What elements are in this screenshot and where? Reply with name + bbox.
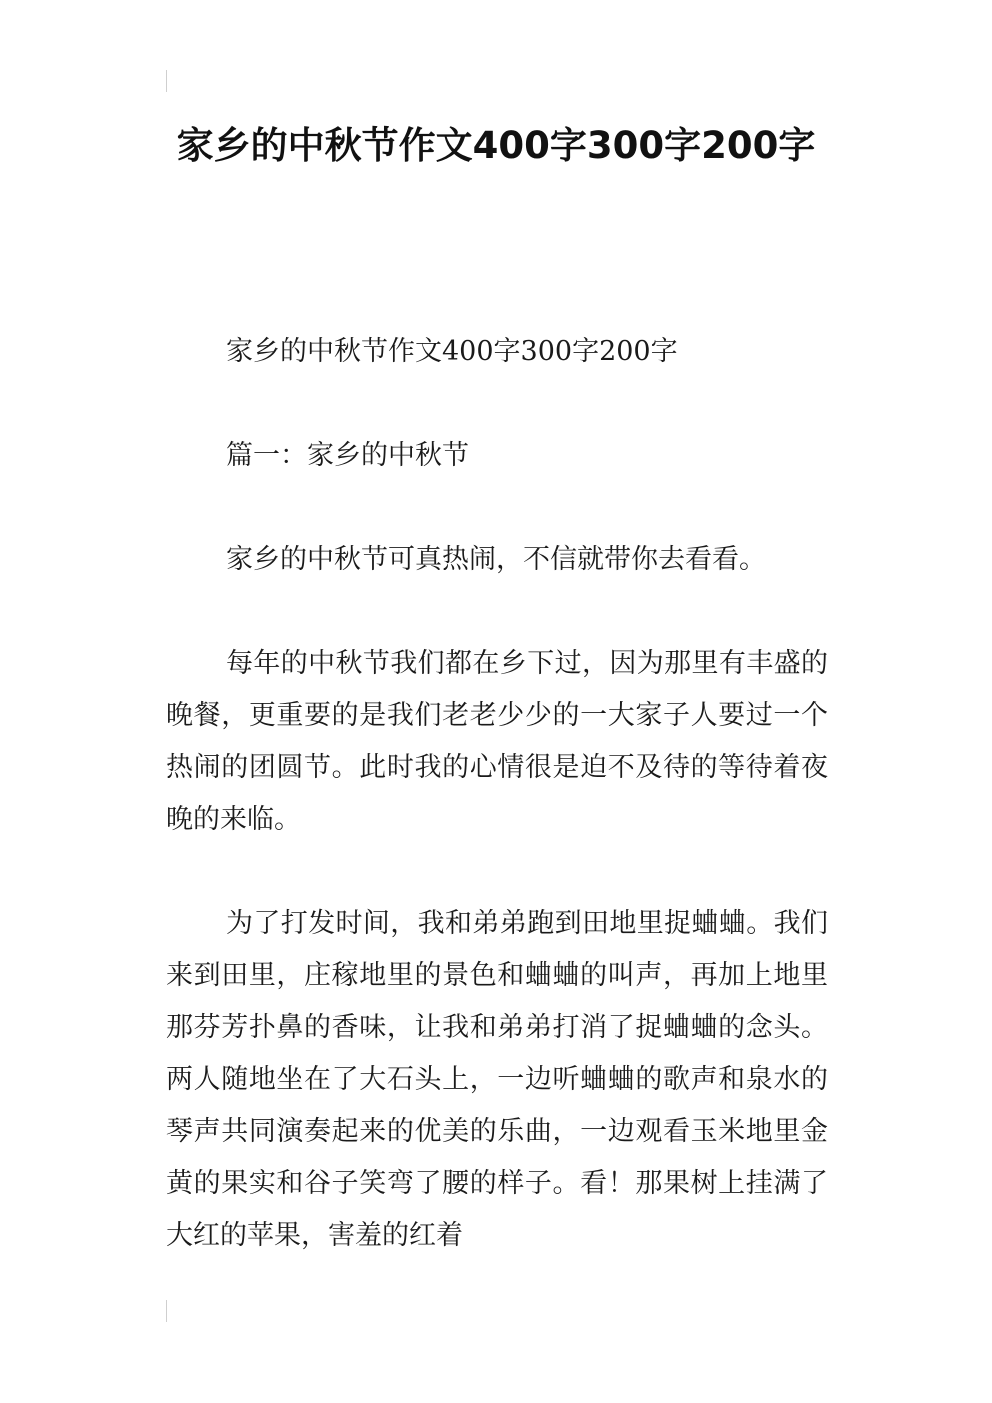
document-title: 家乡的中秋节作文400字300字200字 <box>176 124 816 167</box>
paragraph-intro: 家乡的中秋节可真热闹，不信就带你去看看。 <box>226 544 766 575</box>
page-corner-mark-top <box>166 70 167 92</box>
document-body <box>166 326 828 1314</box>
paragraph-body-2: 为了打发时间，我和弟弟跑到田地里捉蛐蛐。我们来到田里，庄稼地里的景色和蛐蛐的叫声，再加上地里那芬芳扑鼻的香味，让我和弟弟打消了捉蛐蛐的念头。两人随地坐在了大石头上，一边听蛐蛐的歌声和泉水的琴声共同演奏起来的优美的乐曲，一边观看玉米地里金黄的果实和谷子笑弯了腰的样子。看！那果树上挂满了大红的苹果，害羞的红着 <box>166 908 828 1251</box>
paragraph-body-1: 每年的中秋节我们都在乡下过，因为那里有丰盛的晚餐，更重要的是我们老老少少的一大家子人要过一个热闹的团圆节。此时我的心情很是迫不及待的等待着夜晚的来临。 <box>166 648 828 835</box>
paragraph-subtitle: 家乡的中秋节作文400字300字200字 <box>226 336 678 367</box>
paragraph-section-heading: 篇一：家乡的中秋节 <box>226 440 469 471</box>
